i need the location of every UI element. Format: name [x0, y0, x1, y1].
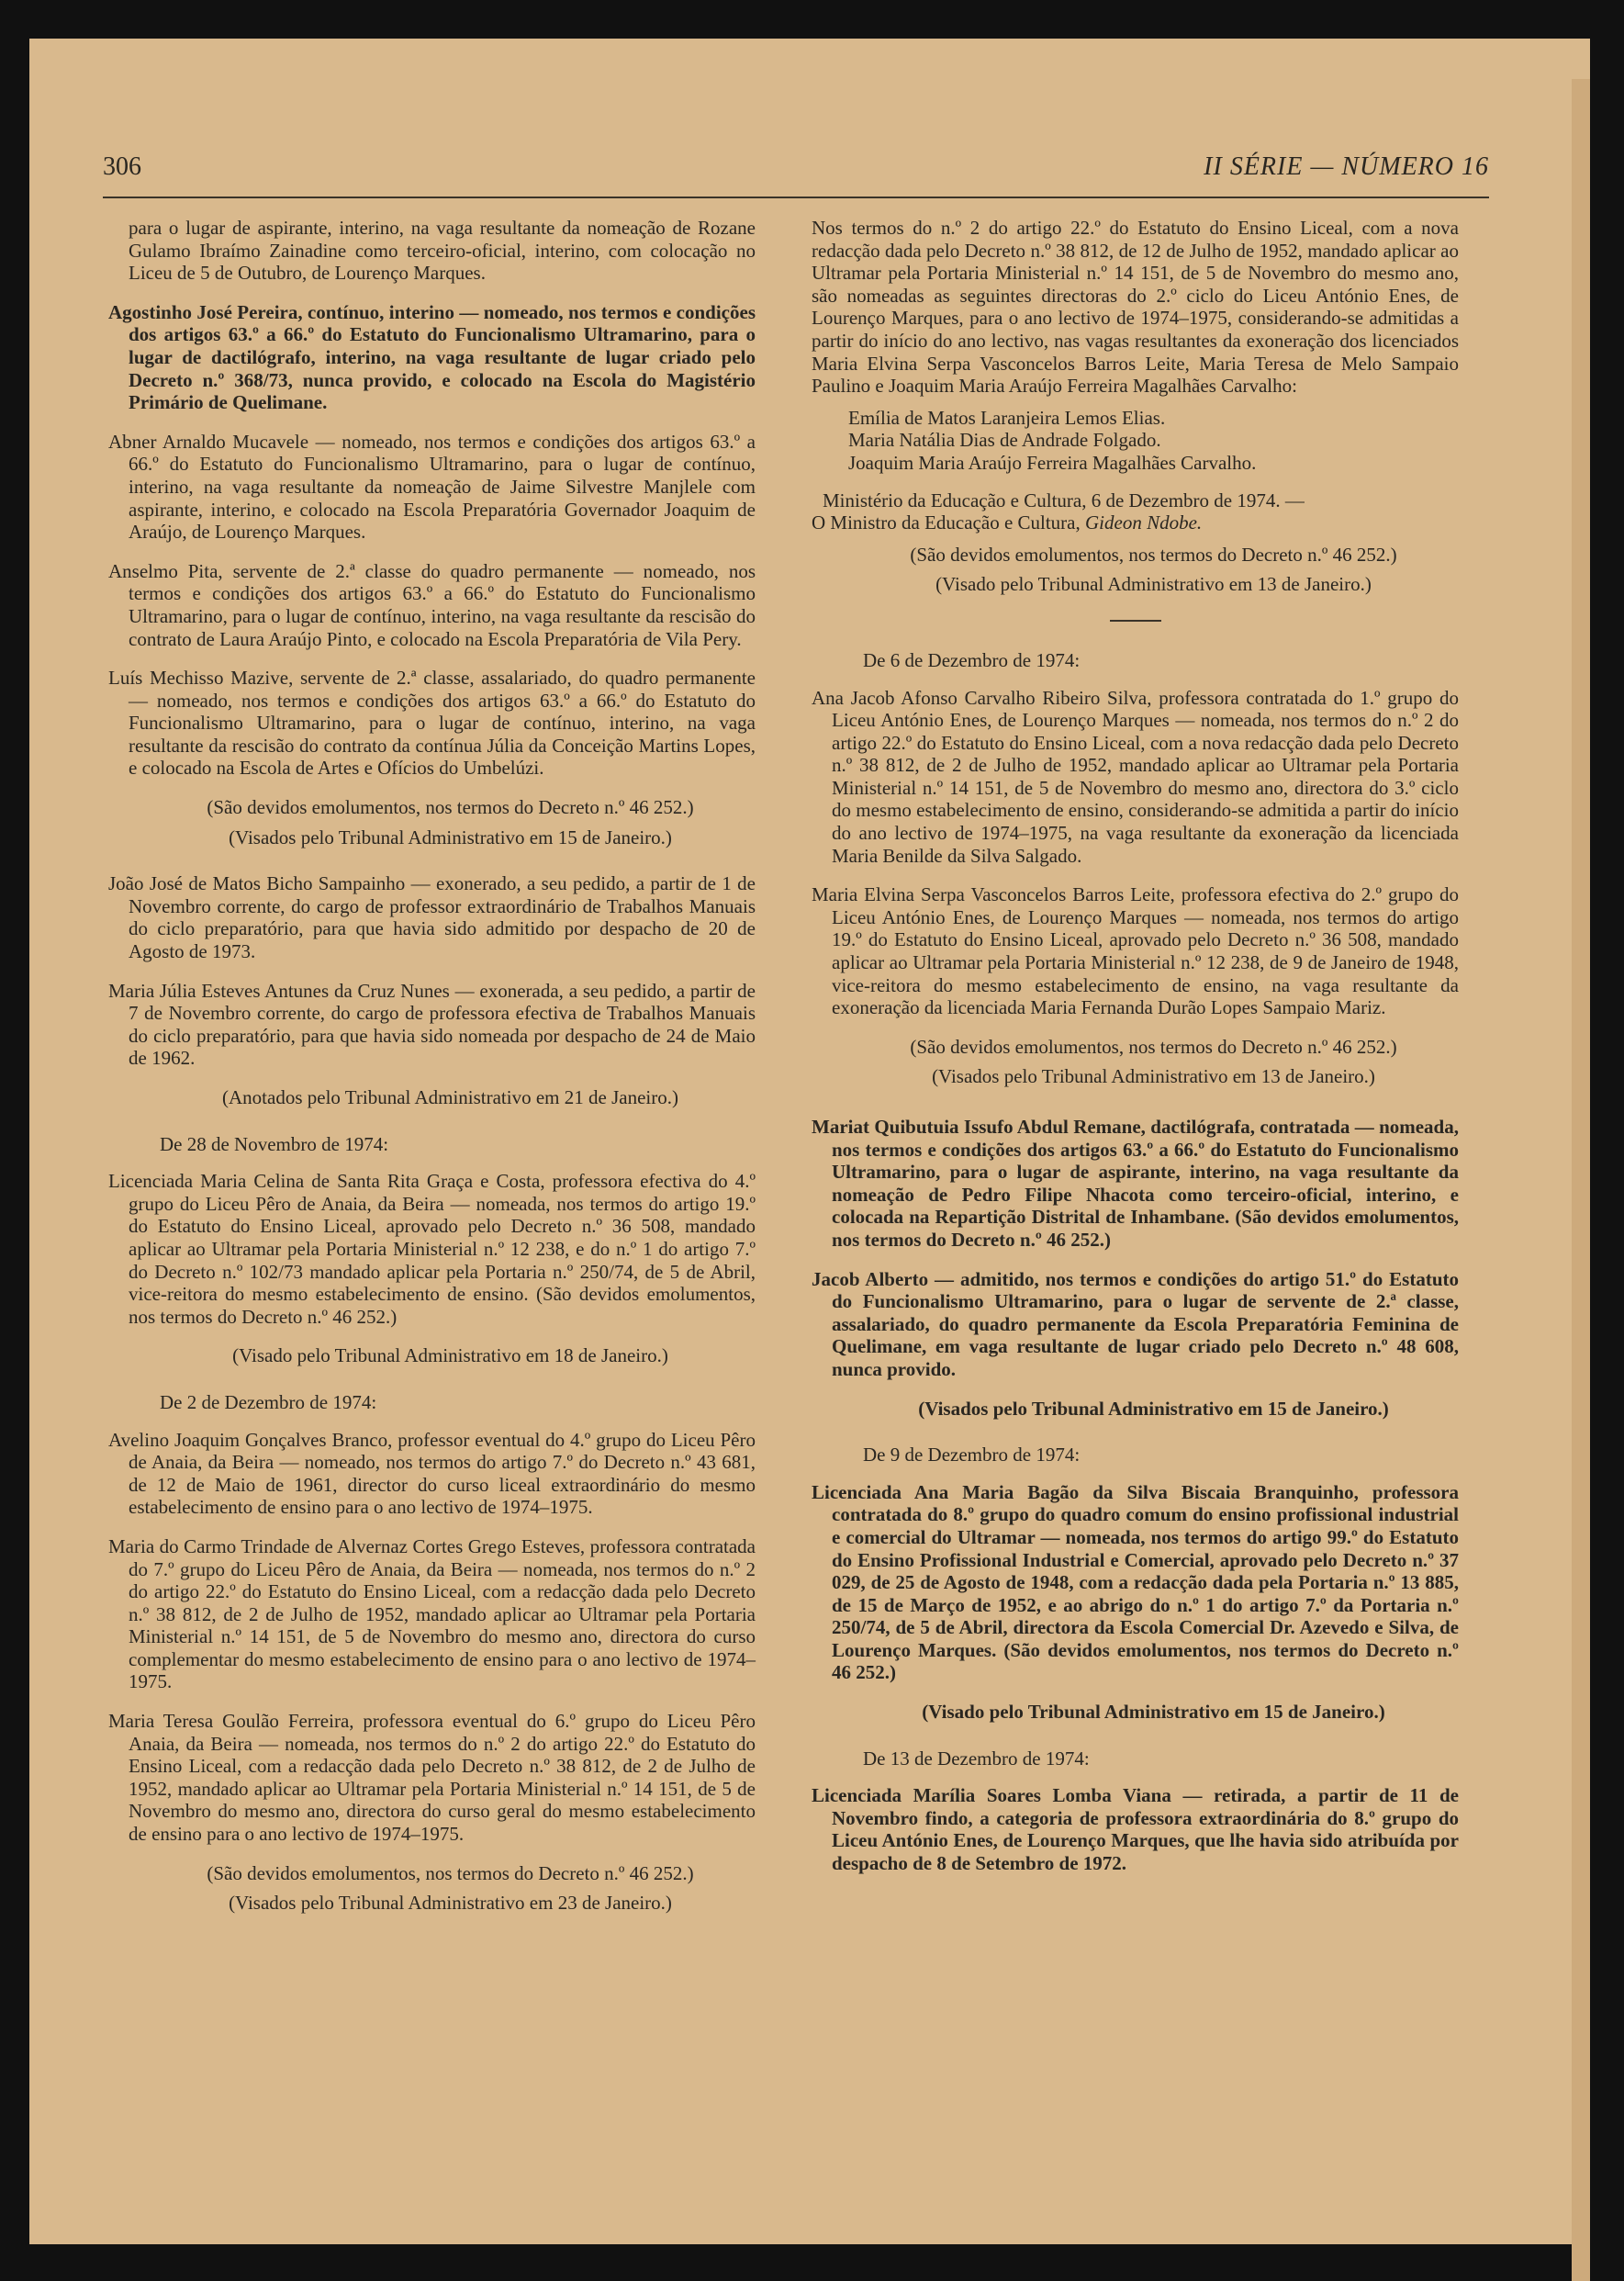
entry: Maria Júlia Esteves Antunes da Cruz Nunes — exonerada, a seu pedido, a partir de 7 de Novembro corrente, do cargo de professora efectiva de Trabalhos Manuais do ciclo preparatório, para que havia sido nomeada por despacho de 24 de Maio de 1962. [108, 979, 756, 1070]
visado-note: (Visados pelo Tribunal Administrativo em 13 de Janeiro.) [932, 1065, 1375, 1088]
entry-continuation: para o lugar de aspirante, interino, na vaga resultante da nomeação de Rozane Gulamo Ibraímo Zainadine como terceiro-oficial, interino, com colocação no Liceu de 5 de Outubro, de Lourenço Marques. [129, 217, 756, 285]
emolumentos-note: (São devidos emolumentos, nos termos do Decreto n.º 46 252.) [910, 543, 1397, 566]
entry: Jacob Alberto — admitido, nos termos e condições do artigo 51.º do Estatuto do Funcionalismo Ultramarino, para o lugar de servente de 2.ª classe, assalariado, do quadro permanente da Escola Preparatória Feminina de Quelimane, em vaga resultante de lugar criado pelo Decreto n.º 48 608, nunca provido. [812, 1267, 1459, 1380]
nominee-line: Joaquim Maria Araújo Ferreira Magalhães Carvalho. [848, 451, 1257, 474]
ministry-signature-line: Ministério da Educação e Cultura, 6 de Dezembro de 1974. — [823, 489, 1305, 511]
minister-name: Gideon Ndobe. [1085, 511, 1203, 534]
date-heading: De 9 de Dezembro de 1974: [863, 1444, 1081, 1466]
entry: Abner Arnaldo Mucavele — nomeado, nos termos e condições dos artigos 63.º a 66.º do Estatuto do Funcionalismo Ultramarino, para o lugar de contínuo, interino, na vaga resultante da nomeação de Jaime Silvestre Manjlele com aspirante, interino, e colocado na Escola Preparatória Governador Joaquim de Araújo, de Lourenço Marques. [108, 430, 756, 544]
right-column [812, 217, 1459, 1892]
nominee-line: Maria Natália Dias de Andrade Folgado. [848, 429, 1161, 452]
entry: Ana Jacob Afonso Carvalho Ribeiro Silva, professora contratada do 1.º grupo do Liceu António Enes, de Lourenço Marques — nomeada, nos termos do n.º 2 do artigo 22.º do Estatuto do Ensino Liceal, com a nova redacção dada pelo Decreto n.º 38 812, de 2 de Julho de 1952, mandado aplicar ao Ultramar pela Portaria Ministerial n.º 14 151, de 5 de Novembro do mesmo ano, directora do 3.º ciclo do mesmo estabelecimento de ensino, considerando-se admitida a partir do início do ano lectivo de 1974–1975, na vaga resultante da exoneração da licenciada Maria Benilde da Silva Salgado. [812, 686, 1459, 867]
visado-note: (Visado pelo Tribunal Administrativo em 15 de Janeiro.) [922, 1701, 1385, 1724]
minister-title: O Ministro da Educação e Cultura, [812, 511, 1085, 534]
entry: Maria do Carmo Trindade de Alvernaz Cortes Grego Esteves, professora contratada do 7.º grupo do Liceu Pêro de Anaia, da Beira — nomeada, nos termos do n.º 2 do artigo 22.º do Estatuto do Ensino Liceal, com a redacção dada pelo Decreto n.º 38 812, de 2 de Julho de 1952, mandado aplicar ao Ultramar pela Portaria Ministerial n.º 14 151, de 5 de Novembro do mesmo ano, directora do curso complementar do mesmo estabelecimento de ensino para o ano lectivo de 1974–1975. [108, 1534, 756, 1693]
date-heading: De 6 de Dezembro de 1974: [863, 648, 1081, 671]
visado-note: (Visado pelo Tribunal Administrativo em 13 de Janeiro.) [935, 573, 1372, 596]
page-number: 306 [103, 152, 141, 181]
anotados-note: (Anotados pelo Tribunal Administrativo em 21 de Janeiro.) [222, 1086, 678, 1108]
visado-note: (Visados pelo Tribunal Administrativo em 23 de Janeiro.) [229, 1892, 672, 1915]
date-heading: De 2 de Dezembro de 1974: [160, 1390, 377, 1413]
entry: Maria Elvina Serpa Vasconcelos Barros Leite, professora efectiva do 2.º grupo do Liceu António Enes, de Lourenço Marques — nomeada, nos termos do artigo 19.º do Estatuto do Ensino Liceal, aprovado pelo Decreto n.º 36 508, mandado aplicar ao Ultramar pela Portaria Ministerial n.º 12 238, de 9 de Janeiro de 1948, vice-reitora do mesmo estabelecimento de ensino, na vaga resultante da exoneração da licenciada Maria Fernanda Durão Lopes Sampaio Mariz. [812, 883, 1459, 1019]
page-edge [1572, 79, 1590, 2281]
entry: João José de Matos Bicho Sampainho — exonerado, a seu pedido, a partir de 1 de Novembro corrente, do cargo de professor extraordinário de Trabalhos Manuais do ciclo preparatório, para que havia sido admitido por despacho de 20 de Agosto de 1973. [108, 872, 756, 963]
entry: Licenciada Maria Celina de Santa Rita Graça e Costa, professora efectiva do 4.º grupo do Liceu Pêro de Anaia, da Beira — nomeada, nos termos do artigo 19.º do Estatuto do Ensino Liceal, aprovado pelo Decreto n.º 36 508, mandado aplicar ao Ultramar pela Portaria Ministerial n.º 12 238, e do n.º 1 do artigo 7.º do Decreto n.º 102/73 mandado aplicar pela Portaria n.º 250/74, de 5 de Abril, vice-reitora do mesmo estabelecimento de ensino. (São devidos emolumentos, nos termos do Decreto n.º 46 252.) [108, 1170, 756, 1328]
left-column [108, 217, 756, 1922]
visado-note: (Visados pelo Tribunal Administrativo em 15 de Janeiro.) [229, 826, 672, 848]
entry: Agostinho José Pereira, contínuo, interino — nomeado, nos termos e condições dos artigos 63.º a 66.º do Estatuto do Funcionalismo Ultramarino, para o lugar de dactilógrafo, interino, na vaga resultante de lugar criado pelo Decreto n.º 368/73, nunca provido, e colocado na Escola do Magistério Primário de Quelimane. [108, 300, 756, 414]
entry: Mariat Quibutuia Issufo Abdul Remane, dactilógrafa, contratada — nomeada, nos termos e condições dos artigos 63.º a 66.º do Estatuto do Funcionalismo Ultramarino, para o lugar de aspirante, interino, na vaga resultante da nomeação de Pedro Filipe Nhacota como terceiro-oficial, interino, e colocada na Repartição Distrital de Inhambane. (São devidos emolumentos, nos termos do Decreto n.º 46 252.) [812, 1116, 1459, 1251]
emolumentos-note: (São devidos emolumentos, nos termos do Decreto n.º 46 252.) [207, 1861, 694, 1884]
entry: Avelino Joaquim Gonçalves Branco, professor eventual do 4.º grupo do Liceu Pêro de Anaia, da Beira — nomeado, nos termos do artigo 7.º do Decreto n.º 43 681, de 12 de Maio de 1961, director do curso liceal extraordinário do mesmo estabelecimento de ensino para o ano lectivo de 1974–1975. [108, 1428, 756, 1519]
paragraph: Nos termos do n.º 2 do artigo 22.º do Estatuto do Ensino Liceal, com a nova redacção dada pelo Decreto n.º 38 812, de 12 de Julho de 1952, mandado aplicar ao Ultramar pela Portaria Ministerial n.º 14 151, de 5 de Novembro do mesmo ano, são nomeadas as seguintes directoras do 2.º ciclo do Liceu António Enes, de Lourenço Marques, para o ano lectivo de 1974–1975, considerando-se admitidas a partir do início do ano lectivo, nas vagas resultantes da exoneração dos licenciados Maria Elvina Serpa Vasconcelos Barros Leite, Maria Teresa de Melo Sampaio Paulino e Joaquim Maria Araújo Ferreira Magalhães Carvalho: [812, 217, 1459, 398]
series-title: II SÉRIE — NÚMERO 16 [1204, 152, 1489, 181]
entry: Licenciada Ana Maria Bagão da Silva Biscaia Branquinho, professora contratada do 8.º grupo do quadro comum do ensino profissional industrial e comercial do Ultramar — nomeada, nos termos do artigo 99.º do Estatuto do Ensino Profissional Industrial e Comercial, aprovado pelo Decreto n.º 37 029, de 25 de Agosto de 1948, com a redacção dada pela Portaria n.º 13 885, de 15 de Março de 1952, e ao abrigo do n.º 1 do artigo 7.º da Portaria n.º 250/74, de 5 de Abril, directora da Escola Comercial Dr. Azevedo e Silva, de Lourenço Marques. (São devidos emolumentos, nos termos do Decreto n.º 46 252.) [812, 1480, 1459, 1684]
emolumentos-note: (São devidos emolumentos, nos termos do Decreto n.º 46 252.) [910, 1035, 1397, 1058]
visado-note: (Visado pelo Tribunal Administrativo em 18 de Janeiro.) [232, 1344, 668, 1367]
page-header [103, 152, 1489, 189]
section-divider [1110, 620, 1161, 622]
nominee-line: Emília de Matos Laranjeira Lemos Elias. [848, 406, 1166, 429]
emolumentos-note: (São devidos emolumentos, nos termos do Decreto n.º 46 252.) [207, 796, 694, 819]
date-heading: De 28 de Novembro de 1974: [160, 1132, 389, 1155]
header-rule [103, 197, 1489, 198]
minister-signature [812, 511, 1459, 534]
date-heading: De 13 de Dezembro de 1974: [863, 1747, 1090, 1770]
entry: Maria Teresa Goulão Ferreira, professora eventual do 6.º grupo do Liceu Pêro Anaia, da Beira — nomeada, nos termos do n.º 2 do artigo 22.º do Estatuto do Ensino Liceal, com a redacção dada pelo Decreto n.º 38 812, de 2 de Julho de 1952, mandado aplicar ao Ultramar pela Portaria Ministerial n.º 14 151, de 5 de Novembro do mesmo ano, directora do curso geral do mesmo estabelecimento de ensino para o ano lectivo de 1974–1975. [108, 1710, 756, 1846]
entry: Luís Mechisso Mazive, servente de 2.ª classe, assalariado, do quadro permanente — nomeado, nos termos e condições dos artigos 63.º a 66.º do Estatuto do Funcionalismo Ultramarino, para o lugar de contínuo, interino, na vaga resultante da rescisão do contrato da contínua Júlia da Conceição Martins Lopes, e colocado na Escola de Artes e Ofícios do Umbelúzi. [108, 667, 756, 780]
entry: Licenciada Marília Soares Lomba Viana — retirada, a partir de 11 de Novembro findo, a categoria de professora extraordinária do 8.º grupo do Liceu António Enes, de Lourenço Marques, que lhe havia sido atribuída por despacho de 8 de Setembro de 1972. [812, 1784, 1459, 1875]
visado-note: (Visados pelo Tribunal Administrativo em 15 de Janeiro.) [918, 1397, 1389, 1420]
entry: Anselmo Pita, servente de 2.ª classe do quadro permanente — nomeado, nos termos e condições dos artigos 63.º a 66.º do Estatuto do Funcionalismo Ultramarino, para o lugar de contínuo, interino, na vaga resultante da rescisão do contrato de Laura Araújo Pinto, e colocado na Escola Preparatória de Vila Pery. [108, 559, 756, 650]
